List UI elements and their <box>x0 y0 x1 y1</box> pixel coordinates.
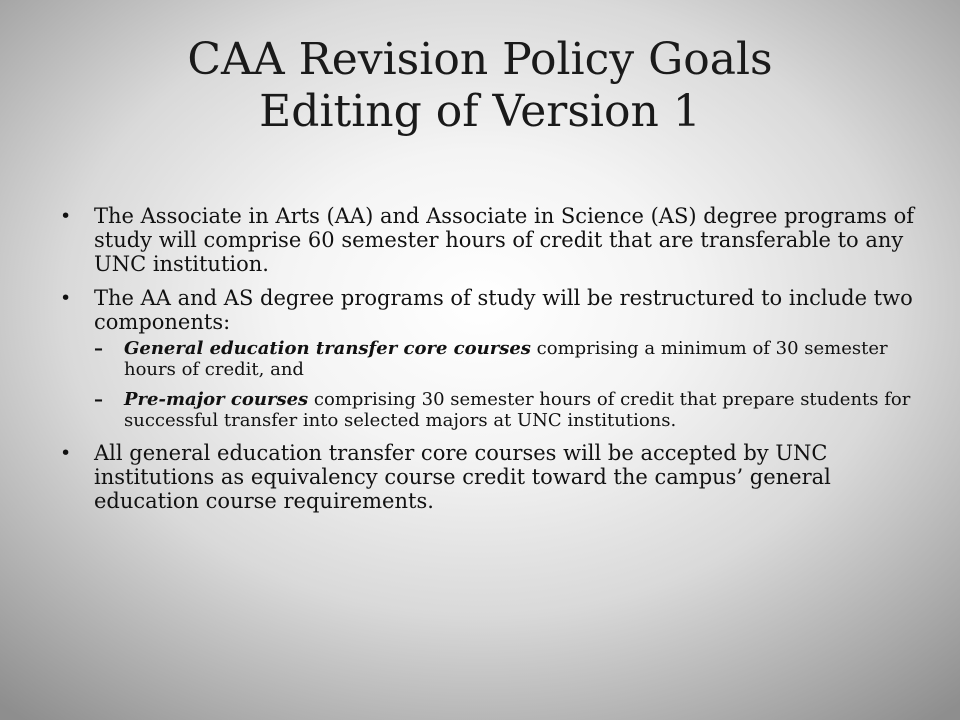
bullet-item-restructure <box>56 286 916 431</box>
title-line-2: Editing of Version 1 <box>259 86 701 137</box>
bullet-text: The Associate in Arts (AA) and Associate in Science (AS) degree programs of study will comprise 60 semester hours of credit that are transferable to any UNC institution. <box>94 204 915 276</box>
bullet-icon: • <box>60 442 72 464</box>
sub-bullet-emphasis: Pre-major courses <box>124 389 309 410</box>
sub-bullet-list <box>94 338 916 431</box>
sub-bullet-text: comprising 30 semester hours of credit that prepare students for successful transfer into selected majors at UNC institutions. <box>124 389 911 431</box>
slide-title <box>60 34 900 138</box>
bullet-item-equivalency <box>56 441 916 513</box>
sub-bullet-emphasis: General education transfer core courses <box>124 338 531 359</box>
sub-bullet-text: comprising a minimum of 30 semester hours of credit, and <box>124 338 888 380</box>
slide-body <box>56 204 916 523</box>
bullet-icon: • <box>60 205 72 227</box>
bullet-item-credit-hours <box>56 204 916 276</box>
bullet-text: All general education transfer core courses will be accepted by UNC institutions as equivalency course credit toward the campus’ general education course requirements. <box>94 441 831 513</box>
dash-icon: – <box>94 338 103 359</box>
bullet-text: The AA and AS degree programs of study will be restructured to include two components: <box>94 286 913 334</box>
title-line-1: CAA Revision Policy Goals <box>187 34 773 85</box>
sub-bullet-pre-major <box>94 389 916 431</box>
bullet-list <box>56 204 916 513</box>
bullet-icon: • <box>60 287 72 309</box>
dash-icon: – <box>94 389 103 410</box>
sub-bullet-general-education <box>94 338 916 380</box>
